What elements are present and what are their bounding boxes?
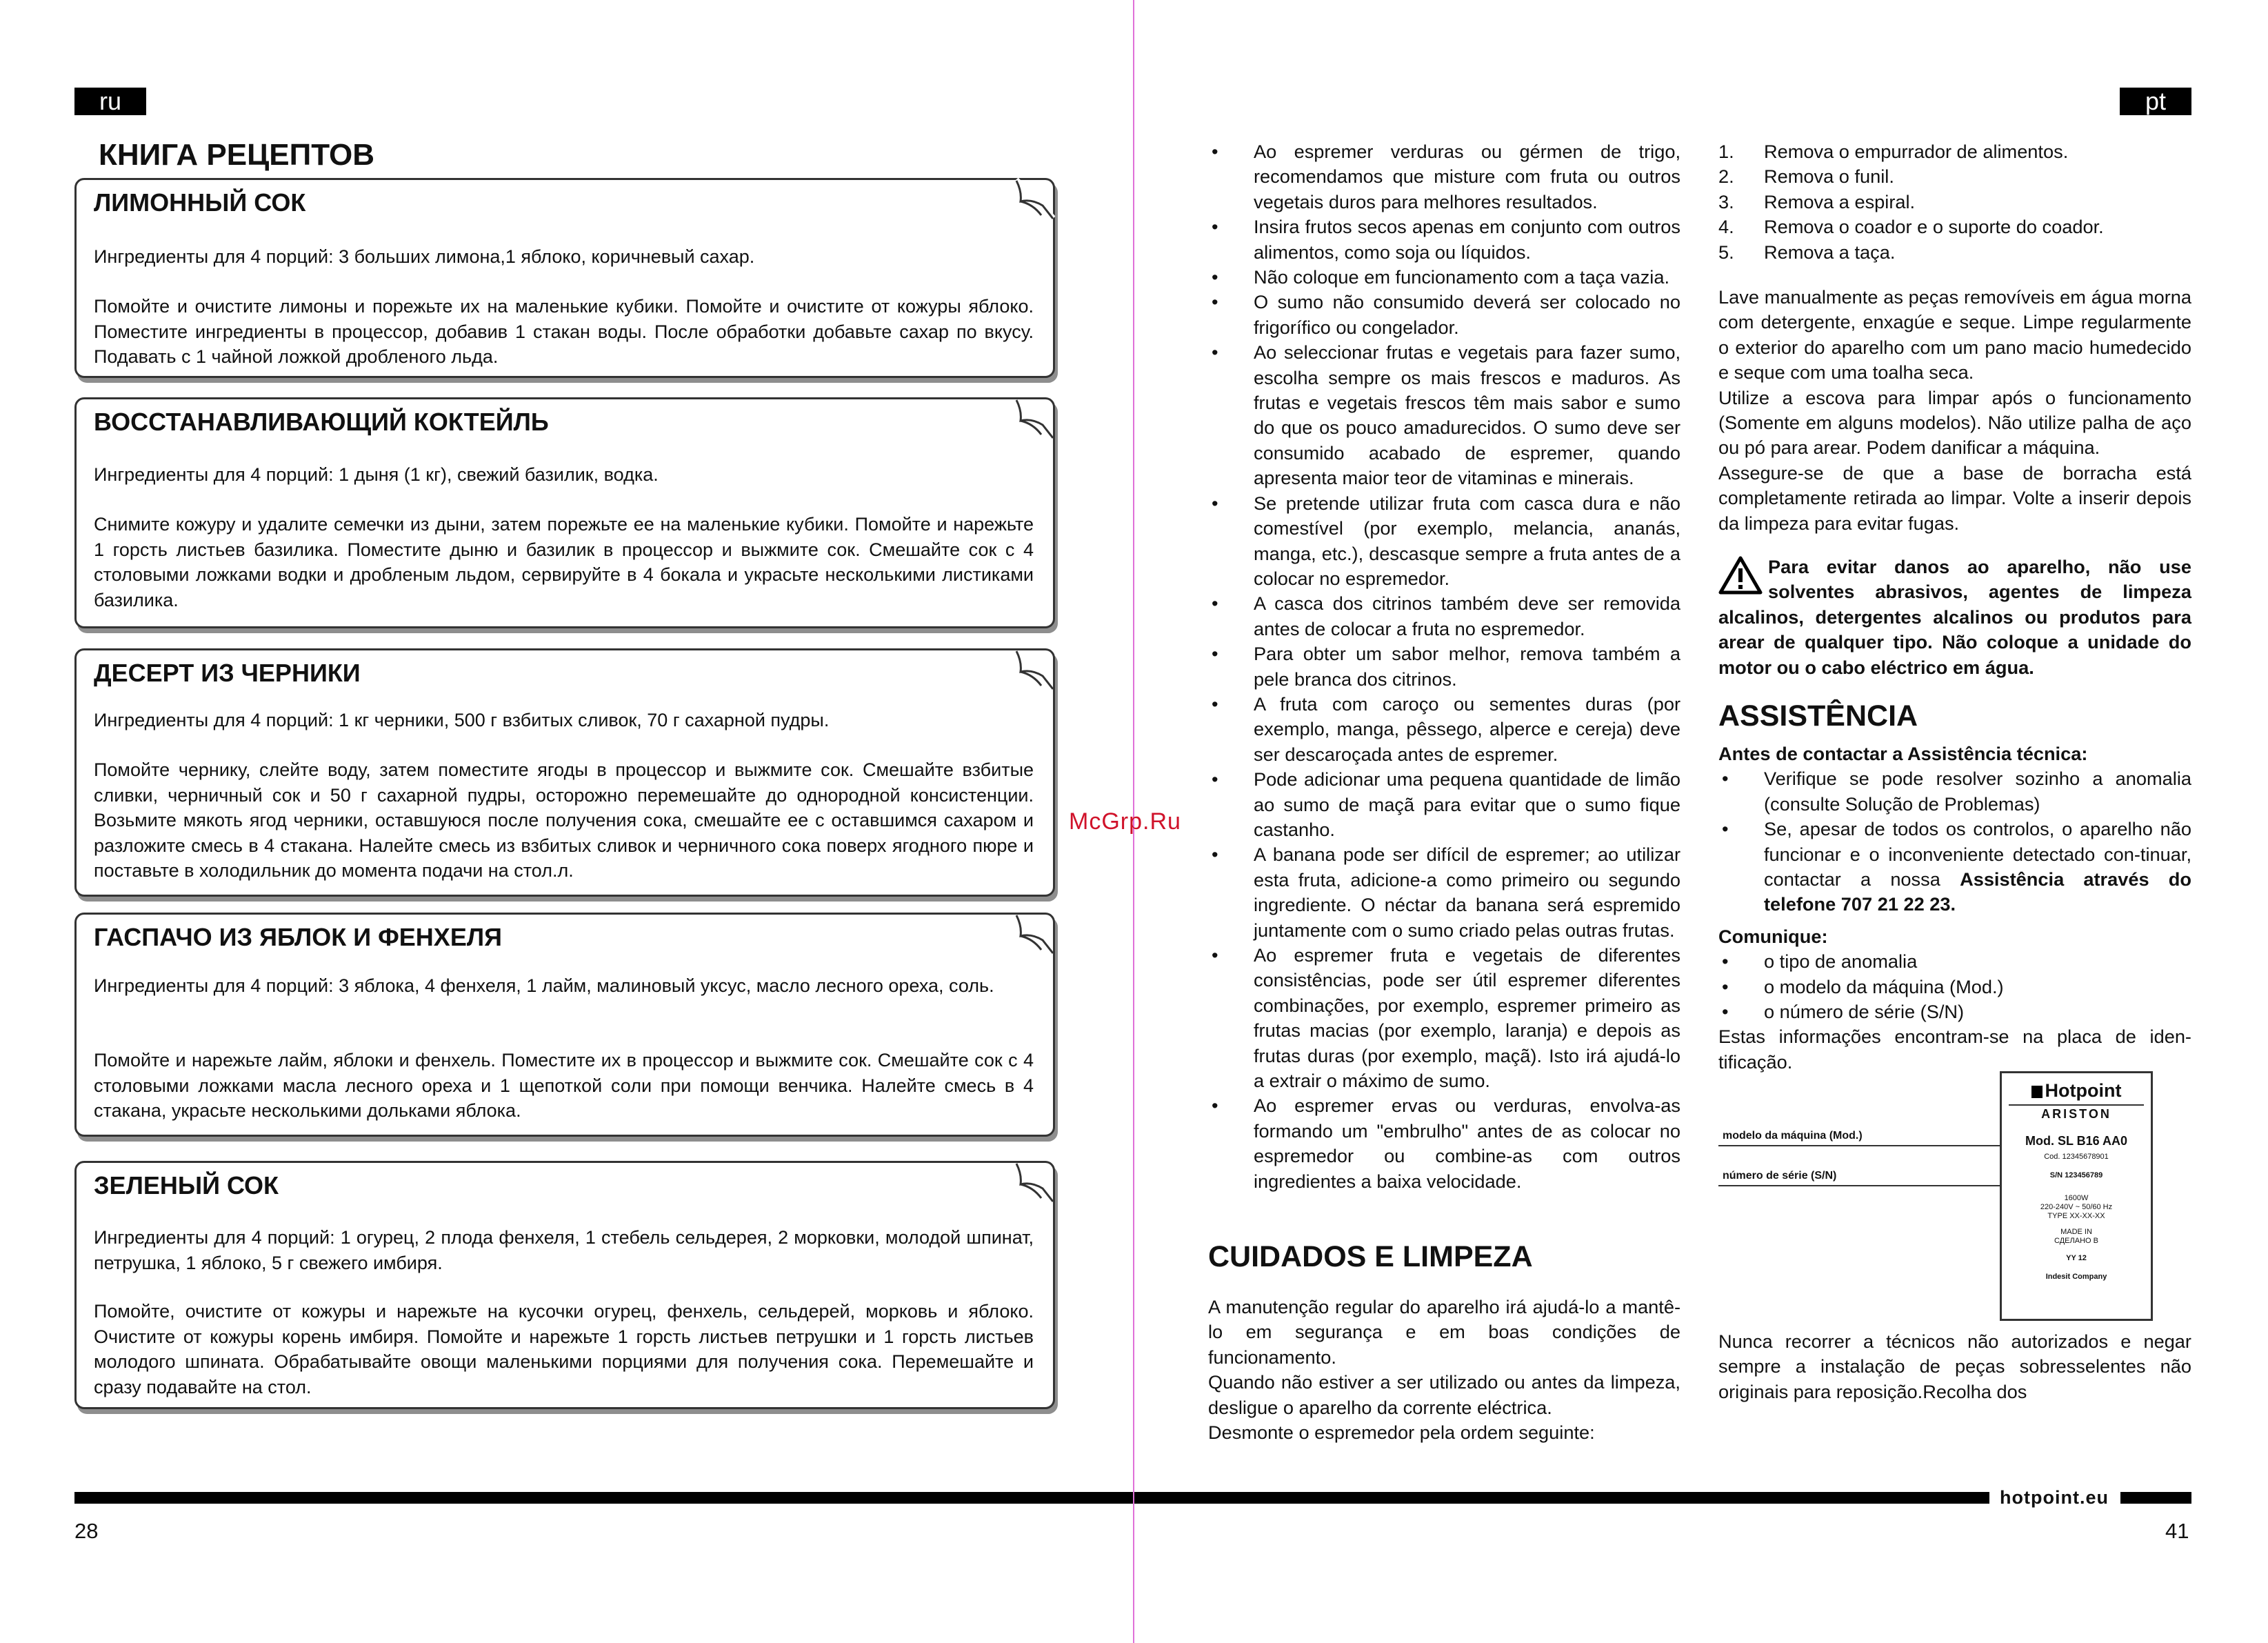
list-item: 2. Remova o funil.: [1718, 166, 1894, 188]
cleaning-text: [1718, 285, 2191, 536]
list-item: • Para obter um sabor melhor, remova também a pele branca dos citrinos.: [1208, 641, 1680, 692]
list-item: • Pode adicionar uma pequena quantidade de limão ao sumo de maçã para evitar que o sumo fique castanho.: [1208, 767, 1680, 842]
list-item: • o modelo da máquina (Mod.): [1718, 975, 2191, 999]
recipe-title: ВОССТАНАВЛИВАЮЩИЙ КОКТЕЙЛЬ: [94, 408, 549, 436]
list-item: • Insira frutos secos apenas em conjunto com outros alimentos, como soja ou líquidos.: [1208, 215, 1680, 265]
list-item: • Não coloque em funcionamento com a taça vazia.: [1208, 265, 1680, 290]
plate-brand: Hotpoint: [2002, 1080, 2151, 1102]
communicate-label: Comunique:: [1718, 925, 1828, 947]
list-item: • Ao espremer verduras ou gérmen de trigo, recomendamos que misture com fruta ou outros vegetais duros para melhores resultados.: [1208, 139, 1680, 215]
communicate-list: [1718, 949, 2191, 1024]
list-item: • A banana pode ser difícil de espremer; ao utilizar esta fruta, adicione-a como primeiro ou segundo ingrediente. O néctar da banana será espremido juntamente com o sumo criado pelas outras frutas.: [1208, 842, 1680, 943]
plate-voltage: 220-240V ~ 50/60 Hz: [2040, 1203, 2113, 1211]
list-item: • O sumo não consumido deverá ser colocado no frigorífico ou congelador.: [1208, 290, 1680, 340]
page-curl-icon: [1014, 397, 1055, 440]
final-text: Nunca recorrer a técnicos não autorizados e negar sempre a instalação de peças sobresselentes não originais para reposição.Recolha dos: [1718, 1331, 2191, 1402]
recipe-title: ГАСПАЧО ИЗ ЯБЛОК И ФЕНХЕЛЯ: [94, 923, 502, 951]
tips-column: [1208, 139, 1680, 1194]
leader-line: [1718, 1145, 2008, 1146]
warning-block: [1718, 555, 2191, 680]
care-text: [1208, 1295, 1680, 1445]
plate-cod: Cod. 12345678901: [2044, 1153, 2109, 1161]
footer-bar: [74, 1492, 1133, 1504]
page-number: 28: [74, 1519, 99, 1543]
list-item: • A casca dos citrinos também deve ser removida antes de colocar a fruta no espremedor.: [1208, 591, 1680, 641]
section-title-assist: ASSISTÊNCIA: [1718, 699, 1918, 733]
recipe-title: ЛИМОННЫЙ СОК: [94, 188, 306, 217]
page-curl-icon: [1014, 1161, 1055, 1204]
watermark: McGrp.Ru: [1069, 808, 1181, 835]
recipe-instructions: Помойте чернику, слейте воду, затем поместите ягоды в процессор и выжмите сок. Смешайте взбитые сливки, черничный сок и 50 г сахарной пудры, осторожно перемешайте до однородной консистенции. Возьмите мякоть ягод черники, оставшуюся после получения сока, смешайте ее с оставшимся сахаром и разложите смесь в 4 стакана. Налейте смесь из взбитых сливок и черничного сока поверх ягодного пюре и поставьте в холодильник до момента подачи на стол.л.: [94, 759, 1034, 881]
list-item: • Se, apesar de todos os controlos, o aparelho não funcionar e o inconveniente detectado con-tinuar, contactar a nossa Assistência através do telefone 707 21 22 23.: [1718, 817, 2191, 917]
plate-power: 1600W: [2064, 1194, 2089, 1202]
plate-serial: S/N 123456789: [2049, 1171, 2103, 1179]
recipe-card: [74, 913, 1055, 1137]
disassembly-steps: [1718, 139, 2191, 265]
plate-made-in: MADE IN: [2060, 1228, 2092, 1236]
assist-before: Antes de contactar a Assistência técnica:: [1718, 743, 2088, 764]
plate-company: Indesit Company: [2045, 1273, 2107, 1281]
wash-paragraph: Lave manualmente as peças removíveis em água morna com detergente, enxagúe e seque. Limpe regularmente o exterior do aparelho com um pano macio humedecido e seque com uma toalha seca.: [1718, 286, 2191, 384]
assist-list: [1718, 766, 2191, 917]
recipe-ingredients: Ингредиенты для 4 порций: 3 яблока, 4 фенхеля, 1 лайм, малиновый уксус, масло лесного ореха, соль.: [94, 975, 994, 996]
recipe-card: [74, 397, 1055, 628]
list-item: • o tipo de anomalia: [1718, 949, 2191, 974]
base-paragraph: Assegure-se de que a base de borracha está completamente retirada ao limpar. Volte a inserir depois da limpeza para evitar fugas.: [1718, 461, 2191, 534]
recipe-ingredients: Ингредиенты для 4 порций: 3 больших лимона,1 яблоко, коричневый сахар.: [94, 246, 755, 267]
recipe-title: ДЕСЕРТ ИЗ ЧЕРНИКИ: [94, 659, 361, 687]
lang-tag-pt: pt: [2120, 88, 2191, 115]
list-item: • Ao espremer fruta e vegetais de diferentes consistências, pode ser útil espremer diferentes combinações, por exemplo, espremer primeiro as frutas macias (por exemplo, laranja) e depois as frutas duras (por exemplo, maçã). Isto irá ajudá-lo a extrair o máximo de sumo.: [1208, 943, 1680, 1093]
plate-subbrand: ARISTON: [2009, 1104, 2144, 1122]
section-title-care: CUIDADOS E LIMPEZA: [1208, 1240, 1533, 1273]
rating-plate: [2000, 1071, 2153, 1321]
recipe-instructions: Помойте и нарежьте лайм, яблоки и фенхель. Поместите их в процессор и выжмите сок. Смешайте сок с 4 столовыми ложками масла лесного ореха и 1 щепоткой соли при помощи венчика. Налейте смесь в 4 стакана, украсьте несколькими дольками яблока.: [94, 1050, 1034, 1121]
care-paragraph: Desmonte o espremedor pela ordem seguinte:: [1208, 1422, 1595, 1444]
recipe-instructions: Помойте, очистите от кожуры и нарежьте на кусочки огурец, фенхель, сельдерей, морковь и яблоко. Очистите от кожуры корень имбиря. Помойте и нарежьте 1 горсть листьев петрушки и 1 горсть листьев молодого шпината. Обрабатывайте овощи маленькими порциями для получения сока. Перемешайте и сразу подавайте на стол.: [94, 1301, 1034, 1397]
list-item: • A fruta com caroço ou sementes duras (por exemplo, manga, pêssego, alperce e cereja) deve ser descaroçada antes de espremer.: [1208, 692, 1680, 767]
steps-column: [1718, 139, 2191, 265]
final-text-block: [1718, 1329, 2191, 1404]
list-item: 4. Remova o coador e o suporte do coador.: [1718, 216, 2104, 238]
recipe-card: [74, 648, 1055, 897]
page-title: КНИГА РЕЦЕПТОВ: [99, 138, 375, 172]
list-item: • Ao espremer ervas ou verduras, envolva-as formando um "embrulho" antes de as colocar no espremedor ou combine-as com outros ingredientes a baixa velocidade.: [1208, 1093, 1680, 1194]
plate-label-serial: número de série (S/N): [1723, 1170, 1837, 1182]
list-item: 1. Remova o empurrador de alimentos.: [1718, 141, 2069, 162]
page-curl-icon: [1014, 178, 1055, 221]
list-item: 3. Remova a espiral.: [1718, 190, 1916, 212]
plate-made-ru: СДЕЛАНО В: [2054, 1237, 2098, 1245]
brand-url: hotpoint.eu: [2000, 1487, 2109, 1508]
list-item: • Verifique se pode resolver sozinho a anomalia (consulte Solução de Problemas): [1718, 766, 2191, 817]
recipe-ingredients: Ингредиенты для 4 порций: 1 кг черники, 500 г взбитых сливок, 70 г сахарной пудры.: [94, 710, 830, 730]
recipe-title: ЗЕЛЕНЫЙ СОК: [94, 1171, 279, 1199]
recipe-instructions: Снимите кожуру и удалите семечки из дыни, затем порежьте ее на маленькие кубики. Помойте и нарежьте 1 горсть листьев базилика. Поместите дыню и базилик в процессор и выжмите сок. Смешайте сок с 4 столовыми ложками водки и дробленым льдом, сервируйте в 4 бокала и украсьте несколькими листиками базилика.: [94, 514, 1034, 610]
tips-list: [1208, 139, 1680, 1194]
warning-text: Para evitar danos ao aparelho, não use solventes abrasivos, agentes de limpeza alcalinos, detergentes alcalinos ou produtos para arear de qualquer tipo. Não coloque a unidade do motor ou o cabo eléctrico em água.: [1718, 556, 2191, 678]
recipe-instructions: Помойте и очистите лимоны и порежьте их на маленькие кубики. Помойте и очистите от кожуры яблоко. Поместите ингредиенты в процессор, добавив 1 стакан воды. После обработки добавьте сахар по вкусу. Подавать с 1 чайной ложкой дробленого льда.: [94, 296, 1034, 367]
plate-label-model: modelo da máquina (Mod.): [1723, 1130, 1863, 1142]
lang-tag-ru: ru: [74, 88, 146, 115]
hotpoint-logo-icon: [2031, 1086, 2043, 1098]
recipe-ingredients: Ингредиенты для 4 порций: 1 огурец, 2 плода фенхеля, 1 стебель сельдерея, 2 морковки, молодой шпинат, петрушка, 1 яблоко, 5 г свежего имбиря.: [94, 1227, 1034, 1273]
assist-block: [1718, 741, 2191, 1075]
footer-bar: [1134, 1492, 1989, 1504]
plate-year: YY 12: [2066, 1254, 2087, 1262]
recipe-card: [74, 1161, 1055, 1409]
brush-paragraph: Utilize a escova para limpar após o funcionamento (Somente em alguns modelos). Não utilize palha de aço ou pó para arear. Podem danificar a máquina.: [1718, 386, 2191, 459]
list-item: • o número de série (S/N): [1718, 999, 2191, 1024]
list-item: • Ao seleccionar frutas e vegetais para fazer sumo, escolha sempre os mais frescos e maduros. As frutas e vegetais frescos têm mais sabor e sumo do que os pouco amadurecidos. O sumo deve ser consumido acabado de espremer, quando apresenta maior teor de vitaminas e minerais.: [1208, 340, 1680, 490]
page-curl-icon: [1014, 648, 1055, 691]
page-number: 41: [2165, 1519, 2189, 1543]
plate-model: Mod. SL B16 AA0: [2025, 1134, 2128, 1148]
recipe-card: [74, 178, 1055, 378]
care-paragraph: Quando não estiver a ser utilizado ou antes da limpeza, desligue o aparelho da corrente eléctrica.: [1208, 1371, 1680, 1418]
info-text: Estas informações encontram-se na placa de iden-tificação.: [1718, 1026, 2191, 1073]
plate-type: TYPE XX-XX-XX: [2047, 1212, 2105, 1220]
warning-icon: [1718, 556, 1763, 595]
list-item: • Se pretende utilizar fruta com casca dura e não comestível (por exemplo, melancia, ananás, manga, etc.), descasque sempre a fruta antes de a colocar no espremedor.: [1208, 491, 1680, 592]
list-item: 5. Remova a taça.: [1718, 241, 1896, 263]
leader-line: [1718, 1185, 2008, 1186]
footer-bar: [2120, 1492, 2191, 1504]
care-paragraph: A manutenção regular do aparelho irá ajudá-lo a mantê-lo em segurança e em boas condições de funcionamento.: [1208, 1296, 1680, 1368]
recipe-ingredients: Ингредиенты для 4 порций: 1 дыня (1 кг), свежий базилик, водка.: [94, 464, 659, 485]
page-curl-icon: [1014, 913, 1055, 955]
